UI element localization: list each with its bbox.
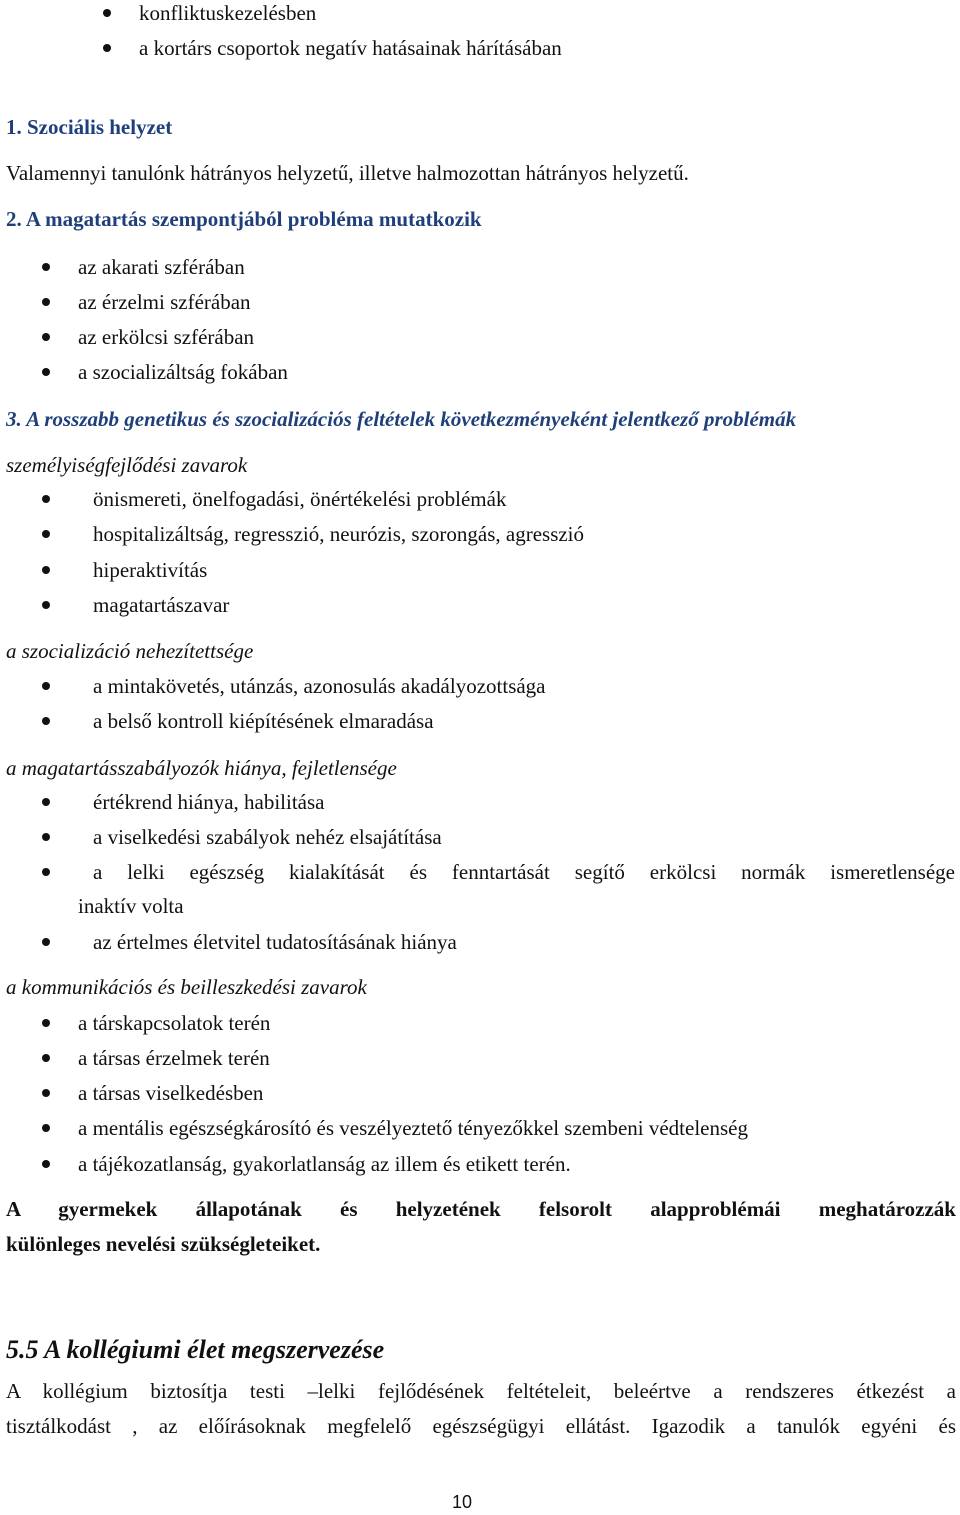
bullet-icon <box>42 333 50 341</box>
list-item: a társas érzelmek terén <box>78 1046 270 1070</box>
bullet-icon <box>42 1160 50 1168</box>
bullet-icon <box>42 1124 50 1132</box>
paragraph-line: A kollégium biztosítja testi –lelki fejlődésének feltételeit, beleértve a rendszeres étkezést a <box>6 1379 956 1403</box>
list-item: értékrend hiánya, habilitása <box>93 790 325 814</box>
list-item-continuation: inaktív volta <box>78 894 184 918</box>
bullet-icon <box>42 601 50 609</box>
list-item: önismereti, önelfogadási, önértékelési problémák <box>93 487 507 511</box>
group-title: személyiségfejlődési zavarok <box>6 453 248 477</box>
list-item: a mentális egészségkárosító és veszélyeztető tényezőkkel szembeni védtelenség <box>78 1116 748 1140</box>
bullet-icon <box>42 530 50 538</box>
bullet-icon <box>42 263 50 271</box>
list-item: a kortárs csoportok negatív hatásainak hárításában <box>139 36 562 60</box>
bullet-icon <box>103 9 111 17</box>
list-item: hiperaktivítás <box>93 558 208 582</box>
group-title: a szocializáció nehezítettsége <box>6 639 254 663</box>
bullet-icon <box>42 1019 50 1027</box>
list-item: magatartászavar <box>93 593 230 617</box>
list-item: a belső kontroll kiépítésének elmaradása <box>93 709 434 733</box>
bullet-icon <box>103 44 111 52</box>
page-number: 10 <box>452 1492 473 1512</box>
bullet-icon <box>42 1089 50 1097</box>
section-2-title: 2. A magatartás szempontjából probléma mutatkozik <box>6 207 482 231</box>
group-title: a magatartásszabályozók hiánya, fejletlensége <box>6 756 397 780</box>
list-item: az akarati szférában <box>78 255 245 279</box>
list-item: a társas viselkedésben <box>78 1081 264 1105</box>
list-item: konfliktuskezelésben <box>139 1 317 25</box>
bullet-icon <box>42 868 50 876</box>
list-item: az érzelmi szférában <box>78 290 251 314</box>
bullet-icon <box>42 833 50 841</box>
bullet-icon <box>42 495 50 503</box>
section-1-text: Valamennyi tanulónk hátrányos helyzetű, illetve halmozottan hátrányos helyzetű. <box>6 161 689 185</box>
bullet-icon <box>42 298 50 306</box>
section-1-title: 1. Szociális helyzet <box>6 115 173 139</box>
summary-line: különleges nevelési szükségleteiket. <box>6 1232 321 1256</box>
list-item: az erkölcsi szférában <box>78 325 255 349</box>
paragraph-line: tisztálkodást , az előírásoknak megfelelő egészségügyi ellátást. Igazodik a tanulók egyéni és <box>6 1414 956 1438</box>
section-3-title: 3. A rosszabb genetikus és szocializációs feltételek következményeként jelentkező problémák <box>6 407 797 431</box>
bullet-icon <box>42 1054 50 1062</box>
bullet-icon <box>42 368 50 376</box>
list-item: a szocializáltság fokában <box>78 360 288 384</box>
list-item: a lelki egészség kialakítását és fenntartását segítő erkölcsi normák ismeretlensége <box>93 860 955 884</box>
bullet-icon <box>42 938 50 946</box>
group-title: a kommunikációs és beilleszkedési zavarok <box>6 975 367 999</box>
bullet-icon <box>42 682 50 690</box>
list-item: a tájékozatlanság, gyakorlatlanság az illem és etikett terén. <box>78 1152 571 1176</box>
bullet-icon <box>42 717 50 725</box>
bullet-icon <box>42 566 50 574</box>
list-item: az értelmes életvitel tudatosításának hiánya <box>93 930 457 954</box>
list-item: a viselkedési szabályok nehéz elsajátítása <box>93 825 442 849</box>
summary-line: A gyermekek állapotának és helyzetének felsorolt alapproblémái meghatározzák <box>6 1197 956 1221</box>
section-5-5-title: 5.5 A kollégiumi élet megszervezése <box>6 1335 385 1364</box>
bullet-icon <box>42 798 50 806</box>
list-item: hospitalizáltság, regresszió, neurózis, szorongás, agresszió <box>93 522 585 546</box>
list-item: a mintakövetés, utánzás, azonosulás akadályozottsága <box>93 674 546 698</box>
list-item: a társkapcsolatok terén <box>78 1011 271 1035</box>
